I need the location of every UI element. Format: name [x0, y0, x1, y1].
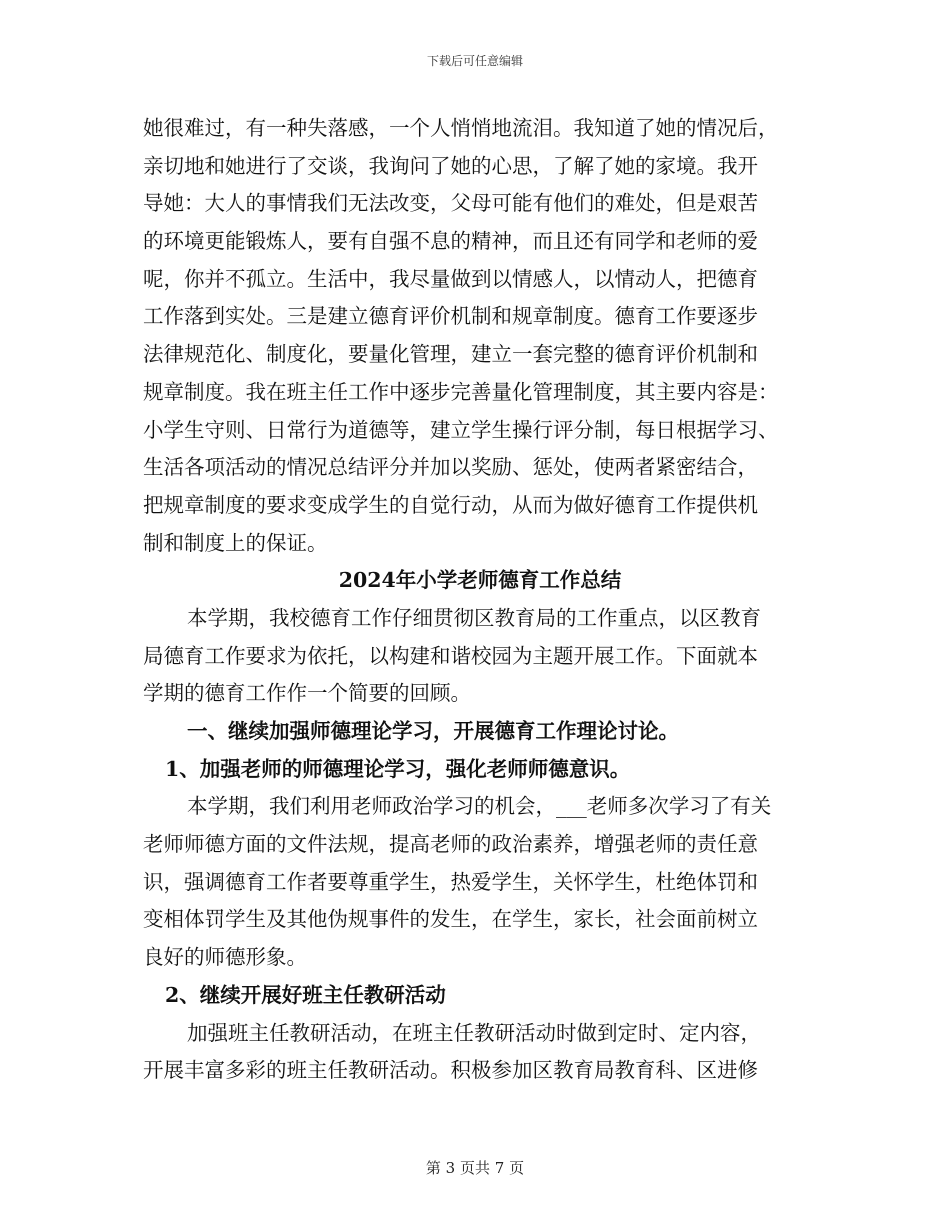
page-header: 下载后可任意编辑	[426, 54, 523, 68]
subsection-heading: 2、继续开展好班主任教研活动	[165, 982, 446, 1007]
intro-line: 本学期，我校德育工作仔细贯彻区教育局的工作重点，以区教育	[187, 605, 761, 630]
body-line: 导她：大人的事情我们无法改变，父母可能有他们的难处，但是艰苦	[143, 191, 758, 216]
body-line: 规章制度。我在班主任工作中逐步完善量化管理制度，其主要内容是：	[143, 379, 779, 404]
paragraph-line: 识，强调德育工作者要尊重学生，热爱学生，关怀学生，杜绝体罚和	[143, 869, 758, 894]
paragraph-line: 老师师德方面的文件法规，提高老师的政治素养，增强老师的责任意	[143, 832, 758, 857]
body-line: 法律规范化、制度化，要量化管理，建立一套完整的德育评价机制和	[143, 342, 758, 367]
document-body	[143, 110, 811, 1090]
paragraph-line: 良好的师德形象。	[143, 945, 307, 970]
body-line: 呢，你并不孤立。生活中，我尽量做到以情感人，以情动人，把德育	[143, 266, 758, 291]
body-line: 小学生守则、日常行为道德等，建立学生操行评分制，每日根据学习、	[143, 417, 779, 442]
body-line: 制和制度上的保证。	[143, 530, 328, 555]
intro-line: 学期的德育工作作一个简要的回顾。	[143, 681, 471, 706]
body-line: 工作落到实处。三是建立德育评价机制和规章制度。德育工作要逐步	[143, 304, 758, 329]
section-heading: 一、继续加强师德理论学习，开展德育工作理论讨论。	[187, 719, 679, 743]
body-line: 把规章制度的要求变成学生的自觉行动，从而为做好德育工作提供机	[143, 492, 758, 517]
paragraph-line: 加强班主任教研活动，在班主任教研活动时做到定时、定内容，	[187, 1020, 761, 1045]
document-title: 2024年小学老师德育工作总结	[338, 568, 622, 593]
subsection-heading: 1、加强老师的师德理论学习，强化老师师德意识。	[165, 756, 631, 781]
paragraph-line: 变相体罚学生及其他伪规事件的发生，在学生，家长，社会面前树立	[143, 907, 758, 932]
paragraph-line: 本学期，我们利用老师政治学习的机会，___老师多次学习了有关	[187, 794, 772, 819]
body-line: 她很难过，有一种失落感，一个人悄悄地流泪。我知道了她的情况后，	[143, 116, 779, 140]
body-line: 生活各项活动的情况总结评分并加以奖励、惩处，使两者紧密结合，	[143, 455, 758, 480]
body-line: 亲切地和她进行了交谈，我询问了她的心思，了解了她的家境。我开	[143, 153, 758, 178]
intro-line: 局德育工作要求为依托，以构建和谐校园为主题开展工作。下面就本	[143, 643, 758, 668]
page-footer: 第 3 页共 7 页	[425, 1159, 525, 1177]
paragraph-line: 开展丰富多彩的班主任教研活动。积极参加区教育局教育科、区进修	[143, 1058, 758, 1083]
body-line: 的环境更能锻炼人，要有自强不息的精神，而且还有同学和老师的爱	[143, 229, 758, 254]
